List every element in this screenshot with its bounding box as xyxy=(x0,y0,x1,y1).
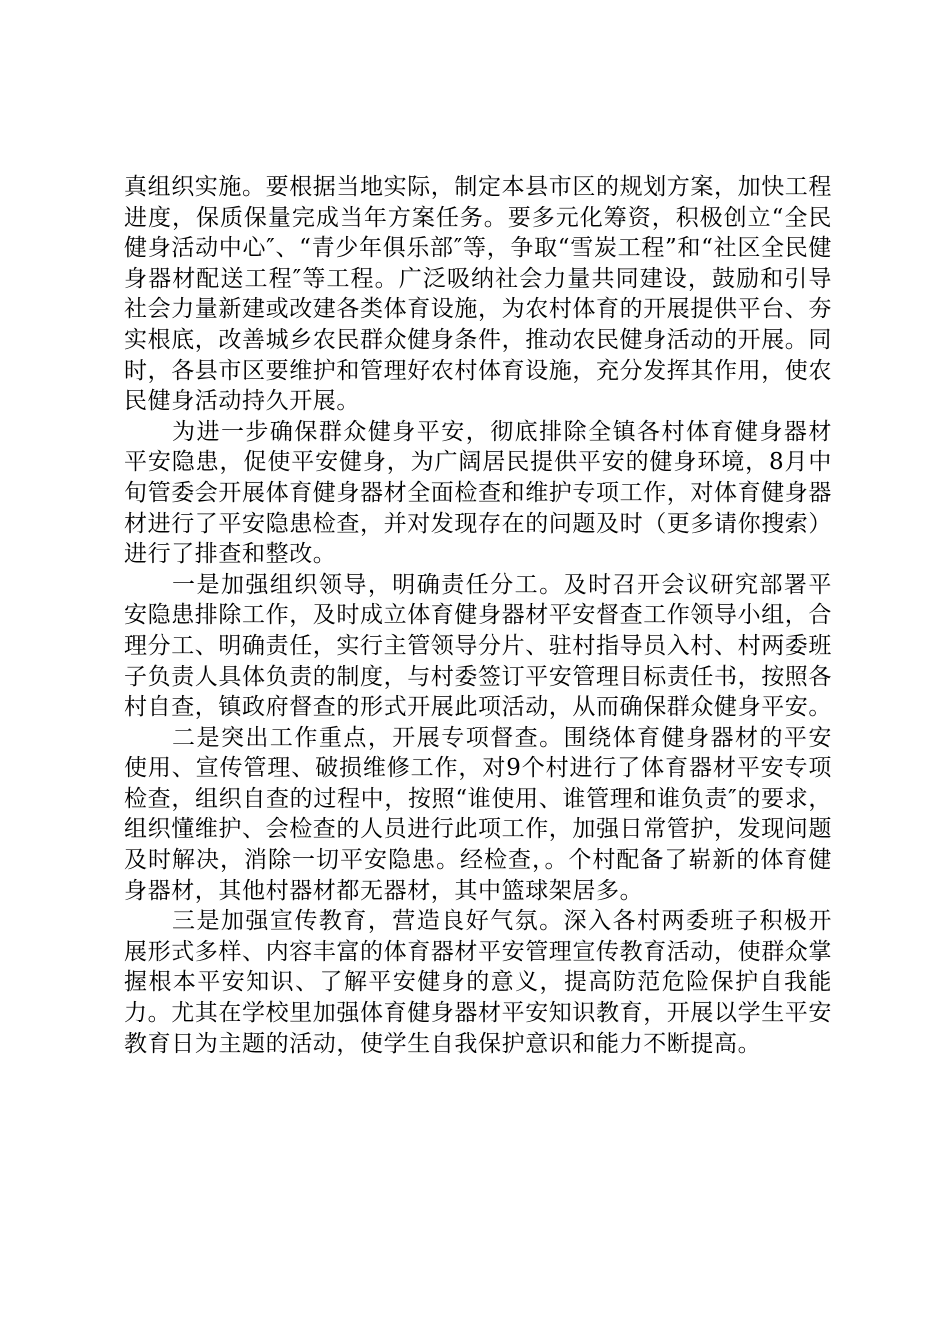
paragraph-point-one: 一是加强组织领导，明确责任分工。及时召开会议研究部署平安隐患排除工作，及时成立体育健身器材平安督查工作领导小组，合理分工、明确责任，实行主管领导分片、驻村指导员入村、村两委班子负责人具体负责的制度，与村委签订平安管理目标责任书，按照各村自查，镇政府督查的形式开展此项活动，从而确保群众健身平安。 xyxy=(124,571,832,721)
paragraph-continued: 真组织实施。要根据当地实际，制定本县市区的规划方案，加快工程进度，保质保量完成当年方案任务。要多元化筹资，积极创立“全民健身活动中心″、“青少年俱乐部″等，争取“雪炭工程”和“社区全民健身器材配送工程″等工程。广泛吸纳社会力量共同建设，鼓励和引导社会力量新建或改建各类体育设施，为农村体育的开展提供平台、夯实根底，改善城乡农民群众健身条件，推动农民健身活动的开展。同时，各县市区要维护和管理好农村体育设施，充分发挥其作用，使农民健身活动持久开展。 xyxy=(124,174,832,415)
document-body xyxy=(124,172,832,1059)
paragraph-point-two: 二是突出工作重点，开展专项督查。围绕体育健身器材的平安使用、宣传管理、破损维修工作，对9个村进行了体育器材平安专项检查，组织自查的过程中，按照“谁使用、谁管理和谁负责″的要求，组织懂维护、会检查的人员进行此项工作，加强日常管护，发现问题及时解决，消除一切平安隐患。经检查，。个村配备了崭新的体育健身器材，其他村器材都无器材，其中篮球架居多。 xyxy=(124,724,832,904)
paragraph-point-three: 三是加强宣传教育，营造良好气氛。深入各村两委班子积极开展形式多样、内容丰富的体育器材平安管理宣传教育活动，使群众掌握根本平安知识、了解平安健身的意义，提高防范危险保护自我能力。尤其在学校里加强体育健身器材平安知识教育，开展以学生平安教育日为主题的活动，使学生自我保护意识和能力不断提高。 xyxy=(124,908,832,1057)
paragraph-safety-intro: 为进一步确保群众健身平安，彻底排除全镇各村体育健身器材平安隐患，促使平安健身，为广阔居民提供平安的健身环境，8月中旬管委会开展体育健身器材全面检查和维护专项工作，对体育健身器材进行了平安隐患检查，并对发现存在的问题及时（更多请你搜索）进行了排查和整改。 xyxy=(124,418,832,568)
